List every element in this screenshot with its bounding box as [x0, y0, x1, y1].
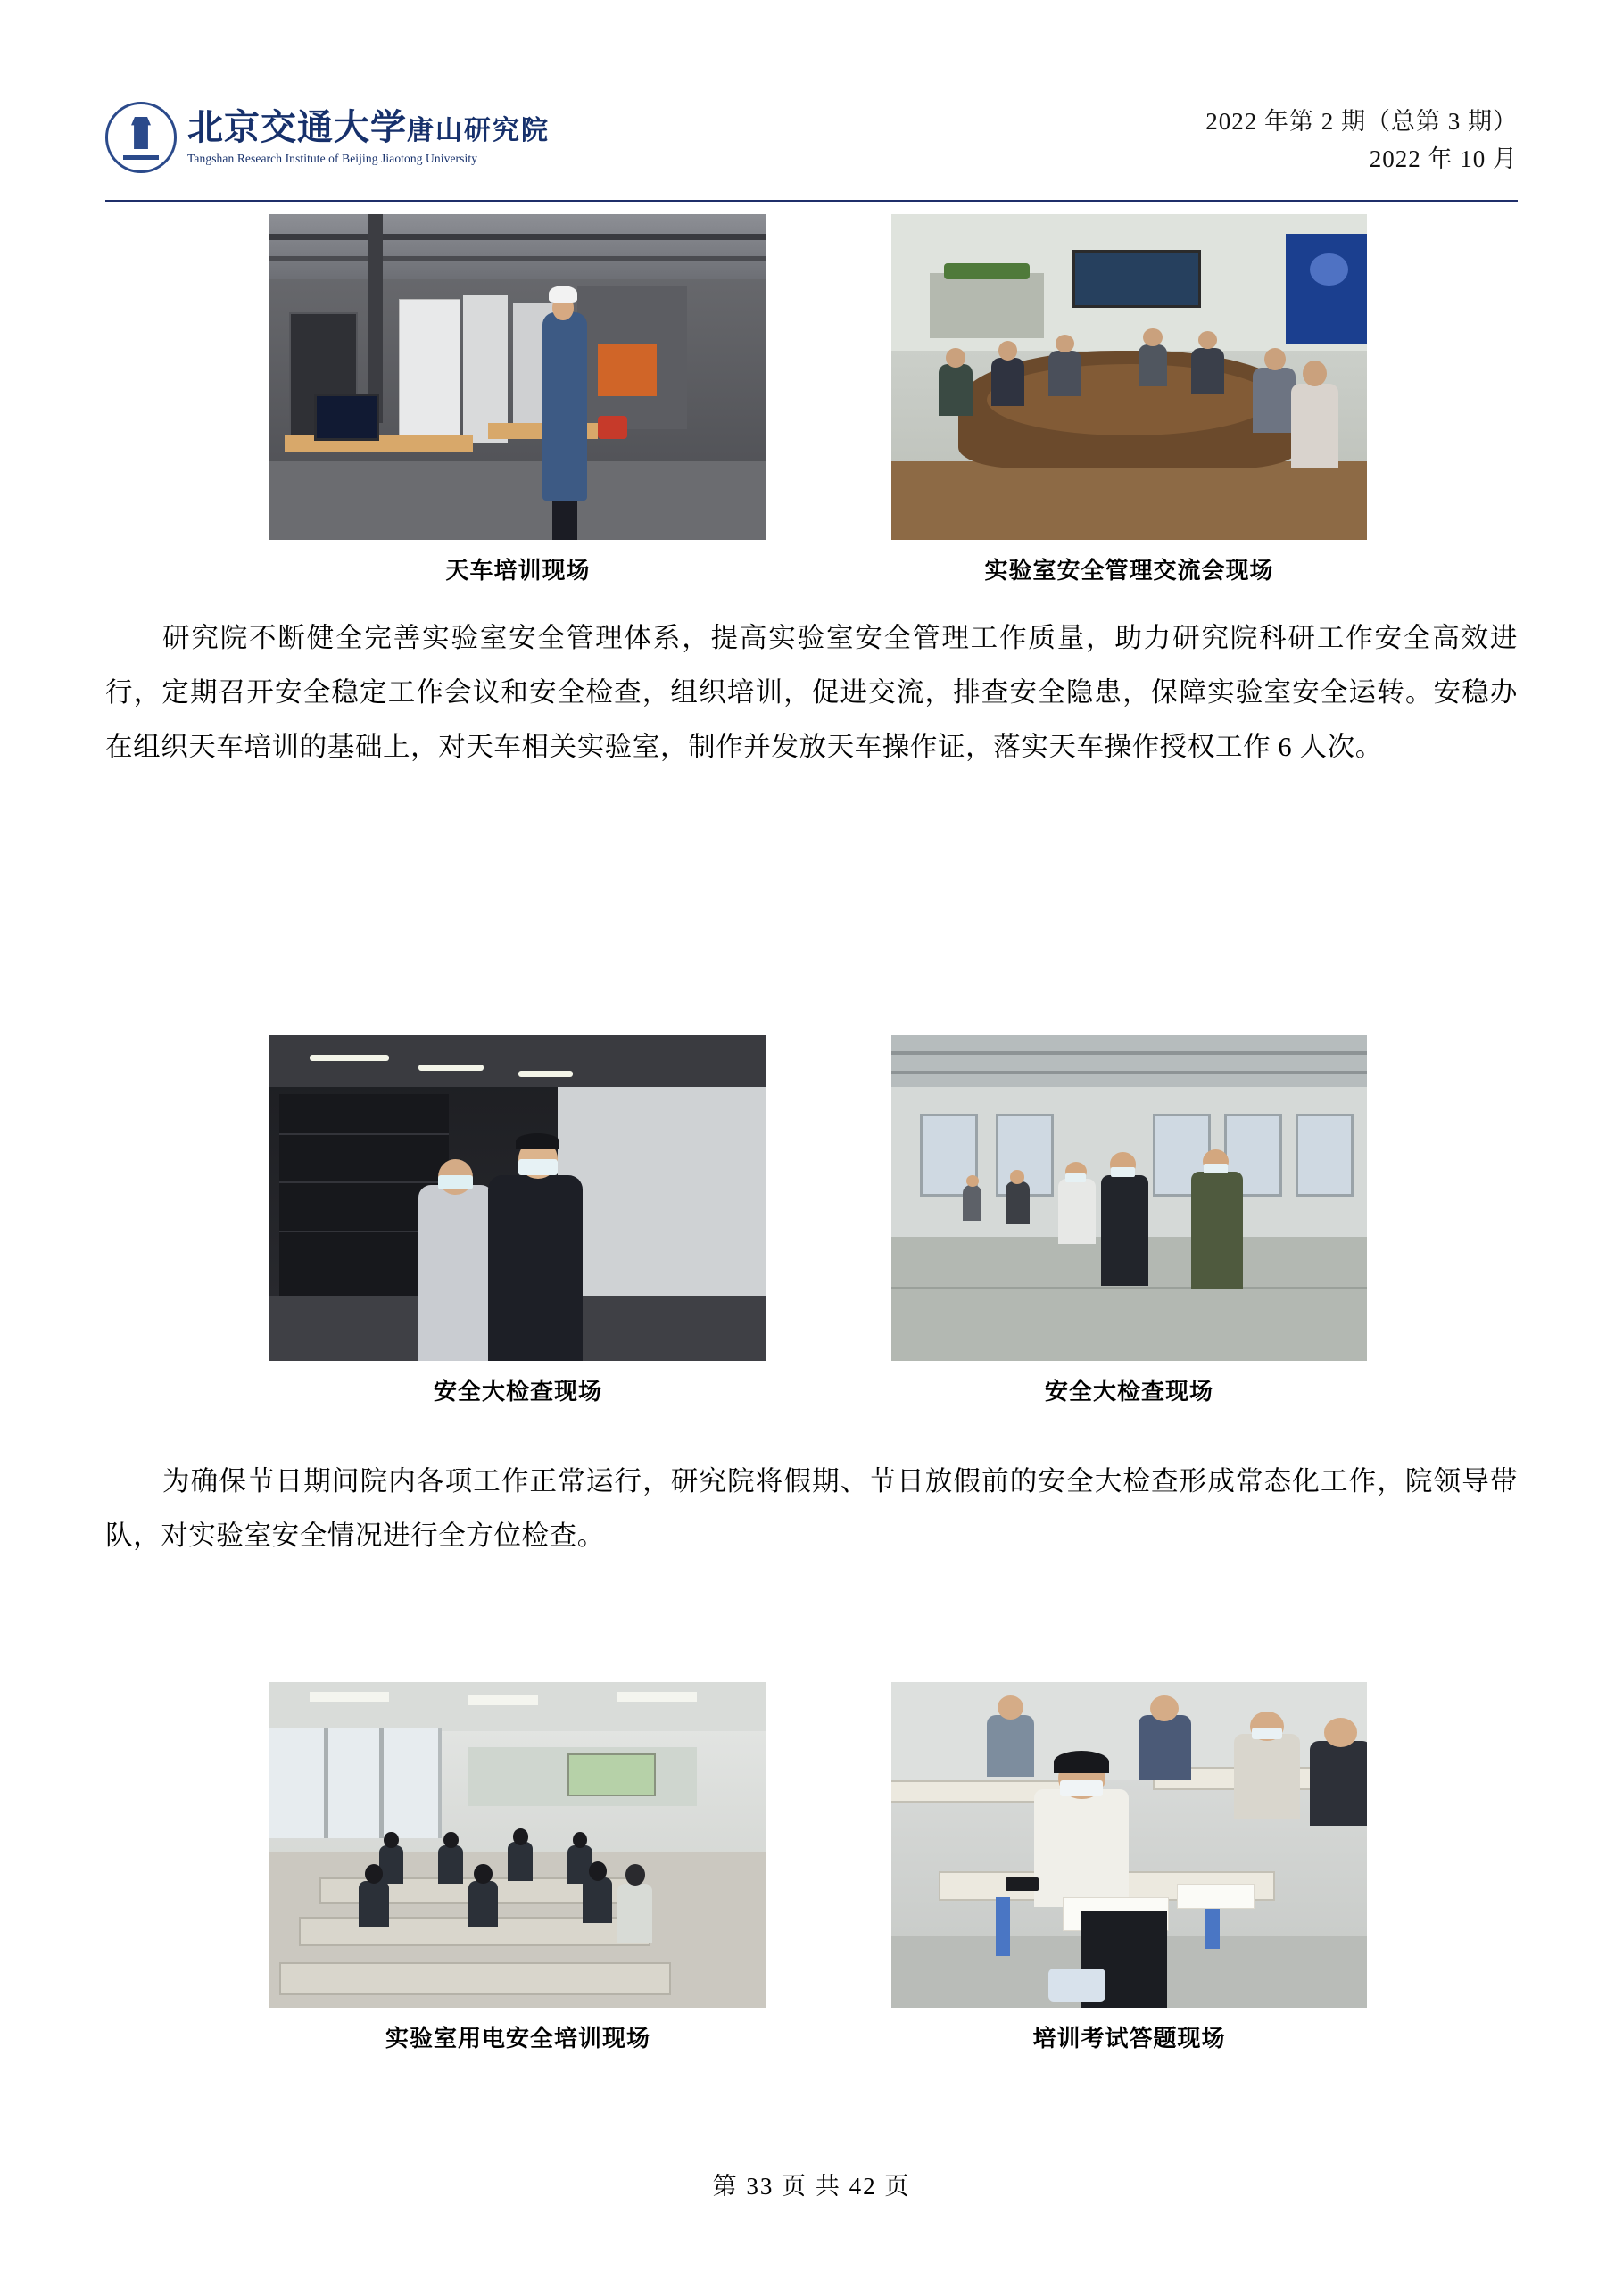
training-exam-photo: [891, 1682, 1367, 2008]
logo-chinese-name: [187, 109, 550, 146]
lab-safety-meeting-photo: [891, 214, 1367, 540]
page-footer: 第 33 页 共 42 页: [712, 2173, 911, 2200]
paragraph-2: 为确保节日期间院内各项工作正常运行，研究院将假期、节日放假前的安全大检查形成常态化工作，院领导带队，对实验室安全情况进行全方位检查。: [105, 1466, 1518, 1551]
safety-inspection-photo-1: [269, 1035, 766, 1361]
figure-caption: 安全大检查现场: [1044, 1379, 1213, 1405]
logo-university-name: 北京交通大学: [187, 107, 407, 148]
university-seal-icon: [105, 102, 177, 173]
figure-caption: 培训考试答题现场: [1032, 2026, 1226, 2051]
figure-caption: 实验室用电安全培训现场: [385, 2026, 650, 2051]
figure-crane-training: [269, 214, 766, 585]
figure-caption: 实验室安全管理交流会现场: [984, 558, 1274, 584]
issue-date: 2022 年 10 月: [1369, 145, 1518, 172]
logo-institute-name: 唐山研究院: [407, 116, 550, 146]
figure-caption: 安全大检查现场: [433, 1379, 602, 1405]
page-header: [105, 96, 1518, 195]
figure-row-3: [269, 1682, 1367, 2053]
figure-exam: [891, 1682, 1367, 2053]
safety-inspection-photo-2: [891, 1035, 1367, 1361]
figure-safety-meeting: [891, 214, 1367, 585]
issue-number: 2022 年第 2 期（总第 3 期）: [1205, 108, 1518, 135]
electrical-safety-training-photo: [269, 1682, 766, 2008]
figure-inspection-2: [891, 1035, 1367, 1406]
figure-inspection-1: [269, 1035, 766, 1406]
header-divider: [105, 200, 1518, 202]
figure-caption: 天车培训现场: [445, 558, 591, 584]
figure-row-2: [269, 1035, 1367, 1406]
crane-training-photo: [269, 214, 766, 540]
logo-english-name: Tangshan Research Institute of Beijing Jiaotong University: [187, 151, 478, 165]
issue-info: [1205, 104, 1518, 178]
logo-text-block: [187, 109, 550, 165]
paragraph-1: 研究院不断健全完善实验室安全管理体系，提高实验室安全管理工作质量，助力研究院科研工作安全高效进行，定期召开安全稳定工作会议和安全检查，组织培训，促进交流，排查安全隐患，保障实验室安全运转。安稳办在组织天车培训的基础上，对天车相关实验室，制作并发放天车操作证，落实天车操作授权工作 6 人次。: [105, 623, 1518, 762]
figure-row-1: [269, 214, 1367, 585]
figure-electrical-training: [269, 1682, 766, 2053]
institution-logo: [105, 102, 550, 173]
